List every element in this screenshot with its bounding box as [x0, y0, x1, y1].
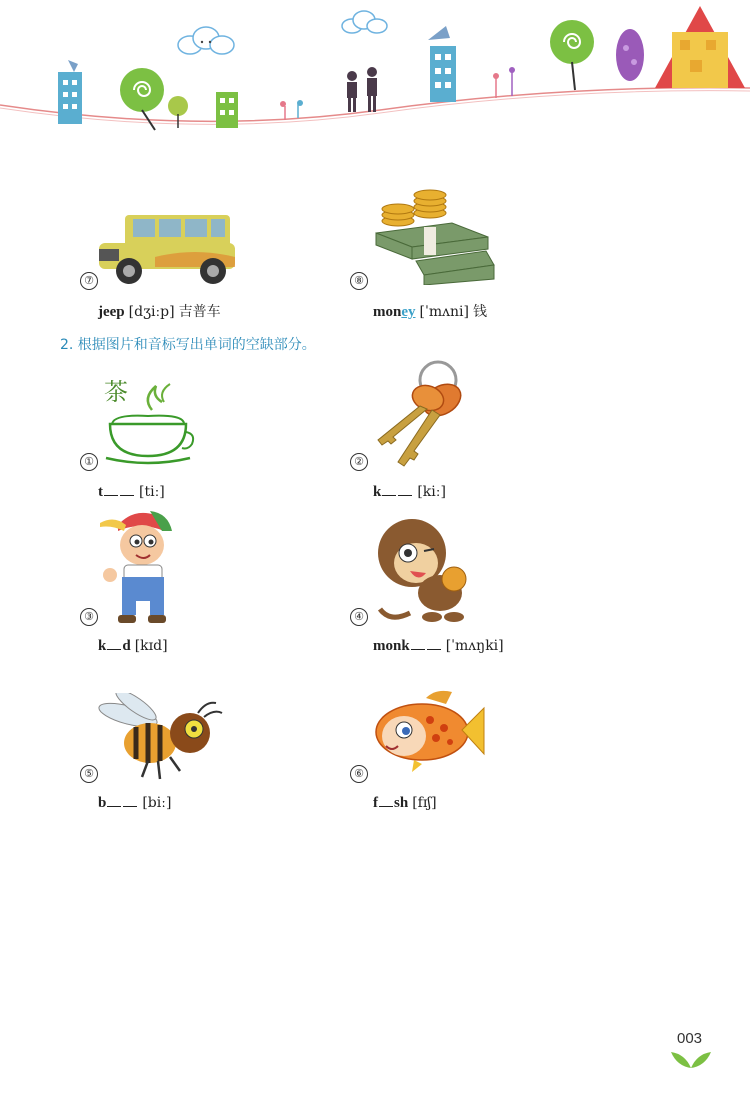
leaf-decoration-icon	[668, 1048, 714, 1070]
header-banner	[0, 0, 750, 150]
item-number: ②	[350, 453, 368, 471]
fill-blank-word[interactable]: b [biː]	[98, 795, 172, 811]
fish-icon	[370, 684, 490, 780]
jeep-icon	[95, 205, 240, 287]
blank[interactable]	[398, 485, 412, 496]
tea-cup-icon	[100, 372, 195, 467]
keys-icon	[370, 358, 470, 470]
bee-icon	[98, 693, 226, 783]
blank[interactable]	[123, 796, 137, 807]
kid-icon	[98, 505, 183, 627]
svg-text:茶: 茶	[104, 378, 128, 406]
item-number: ⑥	[350, 765, 368, 783]
item-number: ③	[80, 608, 98, 626]
money-icon	[372, 185, 497, 285]
item-number: ①	[80, 453, 98, 471]
fill-blank-word[interactable]: f sh [fɪʃ]	[373, 795, 437, 811]
fill-blank-word[interactable]: monk [ˈmʌŋki]	[373, 638, 504, 654]
blank[interactable]	[107, 639, 121, 650]
page-number: 003	[677, 1030, 703, 1047]
exercise-instruction: 2. 根据图片和音标写出单词的空缺部分。	[60, 337, 316, 353]
item-number: ⑦	[80, 272, 98, 290]
fill-blank-word[interactable]: k d [kɪd]	[98, 638, 168, 654]
fill-blank-word[interactable]: k [kiː]	[373, 484, 446, 500]
item-number: ④	[350, 608, 368, 626]
blank[interactable]	[427, 639, 441, 650]
blank[interactable]	[411, 639, 425, 650]
fill-blank-word[interactable]: t [tiː]	[98, 484, 165, 500]
blank[interactable]	[382, 485, 396, 496]
blank[interactable]	[104, 485, 118, 496]
monkey-icon	[370, 513, 480, 625]
blank[interactable]	[379, 796, 393, 807]
item-number: ⑤	[80, 765, 98, 783]
vocab-word: money [ˈmʌni] 钱	[373, 304, 487, 320]
item-number: ⑧	[350, 272, 368, 290]
blank[interactable]	[107, 796, 121, 807]
blank[interactable]	[120, 485, 134, 496]
vocab-word: jeep [dʒiːp] 吉普车	[98, 304, 221, 320]
